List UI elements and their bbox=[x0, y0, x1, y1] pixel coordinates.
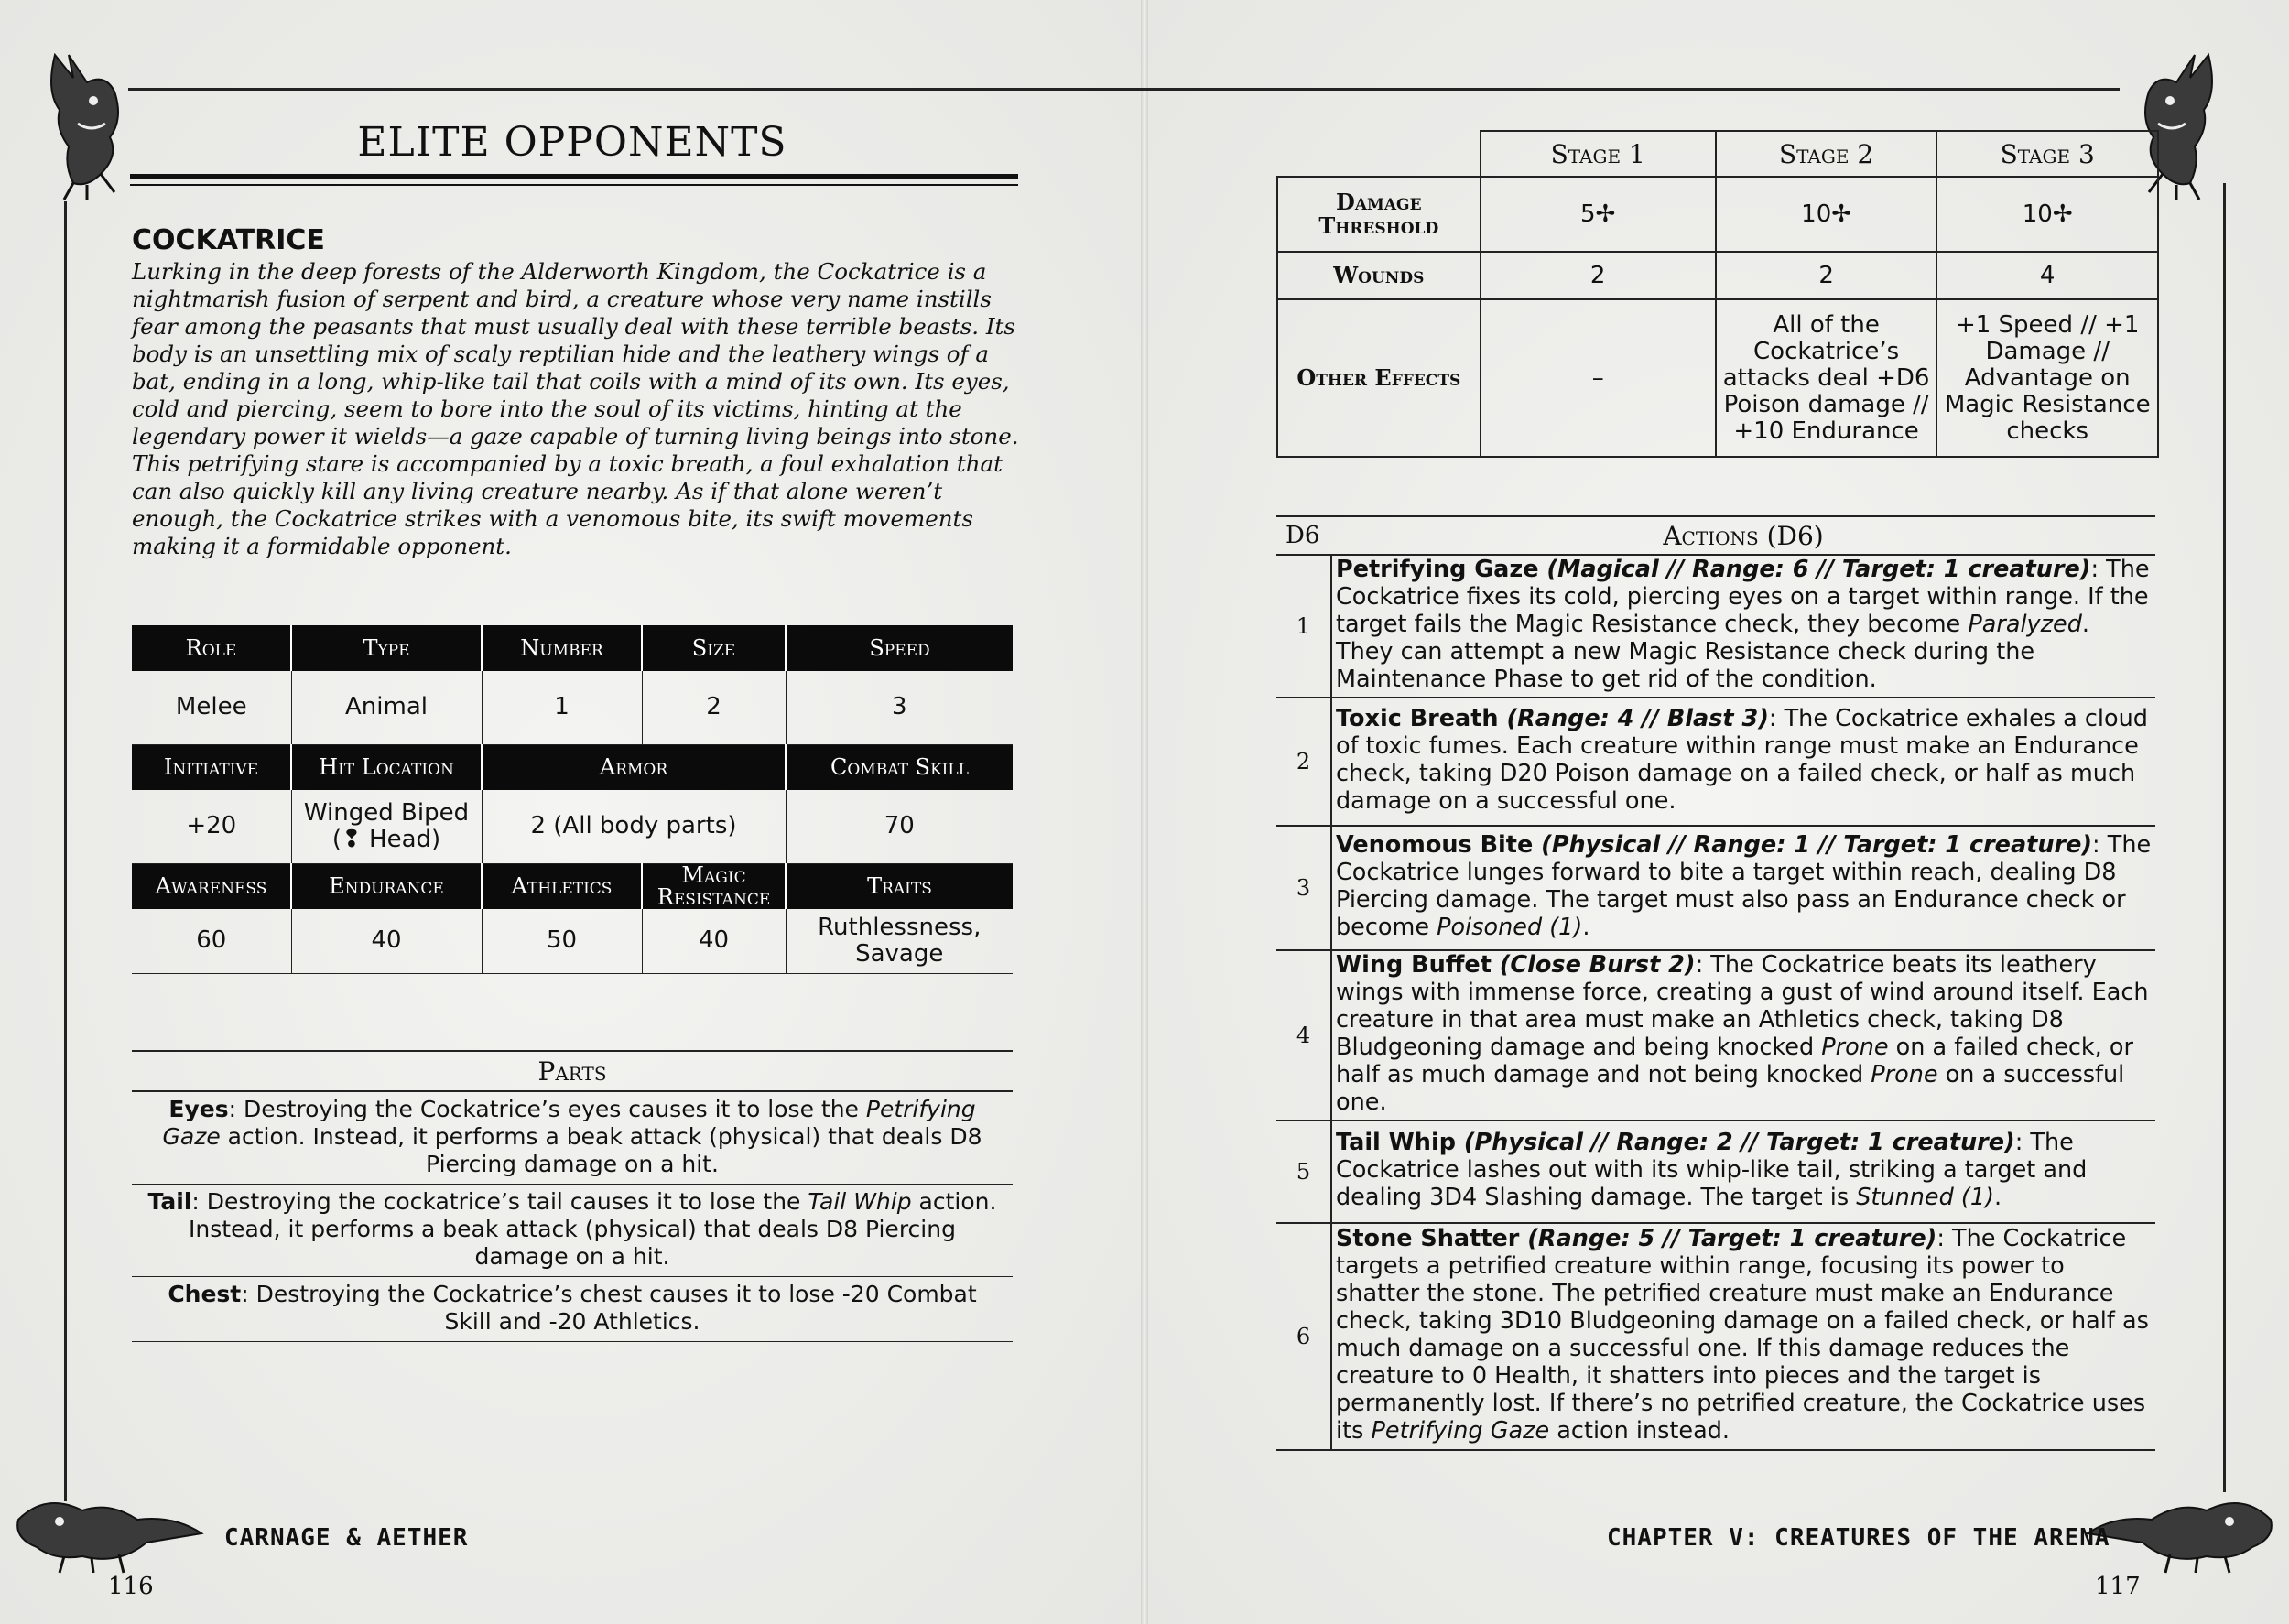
stat-value: 3 bbox=[786, 671, 1013, 744]
stat-header: Armor bbox=[482, 744, 786, 790]
parts-header: Parts bbox=[132, 1051, 1013, 1091]
chapter-title: ELITE OPPONENTS bbox=[357, 119, 787, 166]
stage-row-label: Damage Threshold bbox=[1277, 177, 1481, 252]
stage-value: 2 bbox=[1716, 252, 1937, 299]
stat-header-line: Magic bbox=[681, 862, 746, 889]
stage-header: Stage 2 bbox=[1716, 131, 1937, 177]
stat-value-row bbox=[132, 671, 1013, 744]
stage-value: 10✢ bbox=[1936, 177, 2158, 252]
stat-header: Size bbox=[642, 625, 786, 671]
stages-table bbox=[1276, 130, 2159, 458]
stat-value: 40 bbox=[291, 909, 482, 973]
action-name: Stone Shatter bbox=[1336, 1225, 1520, 1252]
stat-header: Number bbox=[482, 625, 642, 671]
action-number: 6 bbox=[1276, 1223, 1331, 1450]
action-row: 2 Toxic Breath (Range: 4 // Blast 3): The Cockatrice exhales a cloud of toxic fumes. Each creature within range must make an Endurance check, taking D20 Poison damage on a failed check, or half as much damage on a successful one. bbox=[1276, 698, 2155, 826]
actions-table bbox=[1276, 515, 2155, 1451]
page-number-right: 117 bbox=[2095, 1573, 2141, 1600]
stat-value: 70 bbox=[786, 790, 1013, 863]
stat-value: 50 bbox=[482, 909, 642, 973]
stat-value-row bbox=[132, 909, 1013, 973]
stat-header-line: Resistance bbox=[656, 884, 771, 911]
gargoyle-bottom-left-icon bbox=[9, 1483, 211, 1575]
stage-row bbox=[1277, 252, 2158, 299]
stage-value: 2 bbox=[1481, 252, 1716, 299]
stat-header: Traits bbox=[786, 863, 1013, 909]
parts-row: Eyes: Destroying the Cockatrice’s eyes causes it to lose the Petrifying Gaze action. Instead, it performs a beak attack (physical) that deals D8 Piercing damage on a hit. bbox=[132, 1091, 1013, 1185]
stat-value: Animal bbox=[291, 671, 482, 744]
creature-description: Lurking in the deep forests of the Alderworth Kingdom, the Cockatrice is a nightmarish fusion of serpent and bird, a creature whose very name instills fear among the peasants that must usually deal with these terrible beasts. Its body is an unsettling mix of scaly reptilian hide and the leathery wings of a bat, ending in a long, whip-like tail that coils with a mind of its own. Its eyes, cold and piercing, seem to bore into the soul of its victims, hinting at the legendary power it wields—a gaze capable of turning living beings into stone. This petrifying stare is accompanied by a toxic breath, a foul exhalation that can also quickly kill any living creature nearby. As if that alone weren’t enough, the Cockatrice strikes with a venomous bite, its swift movements making it a formidable opponent. bbox=[132, 258, 1019, 559]
title-rule bbox=[130, 174, 1018, 179]
action-row: 3 Venomous Bite (Physical // Range: 1 // Target: 1 creature): The Cockatrice lunges forward to bite a target within reach, dealing D8 Piercing damage. The target must also pass an Endurance check or become Poisoned (1). bbox=[1276, 826, 2155, 950]
stat-header-row bbox=[132, 625, 1013, 671]
stat-value bbox=[786, 909, 1013, 973]
stat-header: Role bbox=[132, 625, 291, 671]
parts-table bbox=[132, 1050, 1013, 1342]
stat-value: 1 bbox=[482, 671, 642, 744]
traits-line: Ruthlessness, bbox=[818, 913, 982, 941]
part-name: Chest bbox=[168, 1281, 242, 1307]
traits-line: Savage bbox=[855, 939, 944, 968]
action-name: Venomous Bite bbox=[1336, 831, 1534, 859]
creature-name: COCKATRICE bbox=[132, 224, 325, 256]
part-name: Tail bbox=[147, 1188, 192, 1215]
stat-value-row bbox=[132, 790, 1013, 863]
stat-value: Melee bbox=[132, 671, 291, 744]
action-number: 1 bbox=[1276, 555, 1331, 698]
right-border bbox=[2223, 183, 2226, 1492]
stat-header: Endurance bbox=[291, 863, 482, 909]
stage-header: Stage 1 bbox=[1481, 131, 1716, 177]
action-name: Tail Whip bbox=[1336, 1129, 1456, 1156]
stage-row bbox=[1277, 177, 2158, 252]
book-spine bbox=[1141, 0, 1148, 1624]
stat-header: Combat Skill bbox=[786, 744, 1013, 790]
stat-header: Awareness bbox=[132, 863, 291, 909]
action-number: 5 bbox=[1276, 1121, 1331, 1223]
action-number: 2 bbox=[1276, 698, 1331, 826]
stage-value: +1 Speed // +1 Damage // Advantage on Magic Resistance checks bbox=[1936, 299, 2158, 457]
action-number: 4 bbox=[1276, 950, 1331, 1121]
stat-header: Speed bbox=[786, 625, 1013, 671]
stat-header-row bbox=[132, 863, 1013, 909]
stage-row-label: Other Effects bbox=[1277, 299, 1481, 457]
action-name: Toxic Breath bbox=[1336, 705, 1499, 732]
action-row: 1 Petrifying Gaze (Magical // Range: 6 // Target: 1 creature): The Cockatrice fixes its cold, piercing eyes on a target within range. If the target fails the Magic Resistance check, they become Paralyzed. They can attempt a new Magic Resistance check during the Maintenance Phase to get rid of the condition. bbox=[1276, 555, 2155, 698]
part-name: Eyes bbox=[168, 1096, 229, 1122]
stage-value: 5✢ bbox=[1481, 177, 1716, 252]
top-border-right bbox=[1144, 88, 2120, 91]
hit-location-text: Winged Biped bbox=[303, 798, 470, 827]
stage-value: All of the Cockatrice’s attacks deal +D6 Poison damage // +10 Endurance bbox=[1716, 299, 1937, 457]
chapter-footer: CHAPTER V: CREATURES OF THE ARENA bbox=[1607, 1524, 2110, 1552]
stage-row-label: Wounds bbox=[1277, 252, 1481, 299]
stage-value: 4 bbox=[1936, 252, 2158, 299]
parts-row: Chest: Destroying the Cockatrice’s chest causes it to lose -20 Combat Skill and -20 Athletics. bbox=[132, 1277, 1013, 1342]
title-rule-thin bbox=[130, 184, 1018, 186]
action-name: Wing Buffet bbox=[1336, 951, 1492, 979]
stage-header: Stage 3 bbox=[1936, 131, 2158, 177]
action-number: 3 bbox=[1276, 826, 1331, 950]
stat-header-row bbox=[132, 744, 1013, 790]
hit-location-note: (❢ Head) bbox=[331, 825, 441, 853]
stage-row bbox=[1277, 299, 2158, 457]
stat-header bbox=[642, 863, 786, 909]
action-name: Petrifying Gaze bbox=[1336, 556, 1539, 583]
top-border-left bbox=[128, 88, 1144, 91]
stat-value: 60 bbox=[132, 909, 291, 973]
stat-header: Initiative bbox=[132, 744, 291, 790]
actions-col-d6: D6 bbox=[1276, 516, 1331, 555]
stat-value: +20 bbox=[132, 790, 291, 863]
stat-header: Type bbox=[291, 625, 482, 671]
stage-value: 10✢ bbox=[1716, 177, 1937, 252]
stage-value: – bbox=[1481, 299, 1716, 457]
book-title-footer: CARNAGE & AETHER bbox=[224, 1524, 469, 1552]
action-row: 4 Wing Buffet (Close Burst 2): The Cockatrice beats its leathery wings with immense force, creating a gust of wind around itself. Each creature in that area must make an Athletics check, taking D8 Bludgeoning damage and being knocked Prone on a failed check, or half as much damage and not being knocked Prone on a successful one. bbox=[1276, 950, 2155, 1121]
action-row: 6 Stone Shatter (Range: 5 // Target: 1 creature): The Cockatrice targets a petrified creature within range, focusing its power to shatter the stone. The petrified creature must make an Endurance check, taking 3D10 Bludgeoning damage on a failed check, or half as much damage on a successful one. If this damage reduces the creature to 0 Health, it shatters into pieces and the target is permanently lost. If there’s no petrified creature, the Cockatrice uses its Petrifying Gaze action instead. bbox=[1276, 1223, 2155, 1450]
stat-block-table bbox=[132, 625, 1013, 974]
stat-value bbox=[291, 790, 482, 863]
stat-value: 2 (All body parts) bbox=[482, 790, 786, 863]
stat-header: Hit Location bbox=[291, 744, 482, 790]
parts-row: Tail: Destroying the cockatrice’s tail causes it to lose the Tail Whip action. Instead, it performs a beak attack (physical) that deals D8 Piercing damage on a hit. bbox=[132, 1185, 1013, 1277]
left-border bbox=[64, 201, 67, 1501]
page-number-left: 116 bbox=[108, 1573, 154, 1600]
stat-value: 2 bbox=[642, 671, 786, 744]
actions-col-title: Actions (D6) bbox=[1331, 516, 2155, 555]
stat-header: Athletics bbox=[482, 863, 642, 909]
action-row: 5 Tail Whip (Physical // Range: 2 // Target: 1 creature): The Cockatrice lashes out with its whip-like tail, striking a target and dealing 3D4 Slashing damage. The target is Stunned (1). bbox=[1276, 1121, 2155, 1223]
stat-value: 40 bbox=[642, 909, 786, 973]
